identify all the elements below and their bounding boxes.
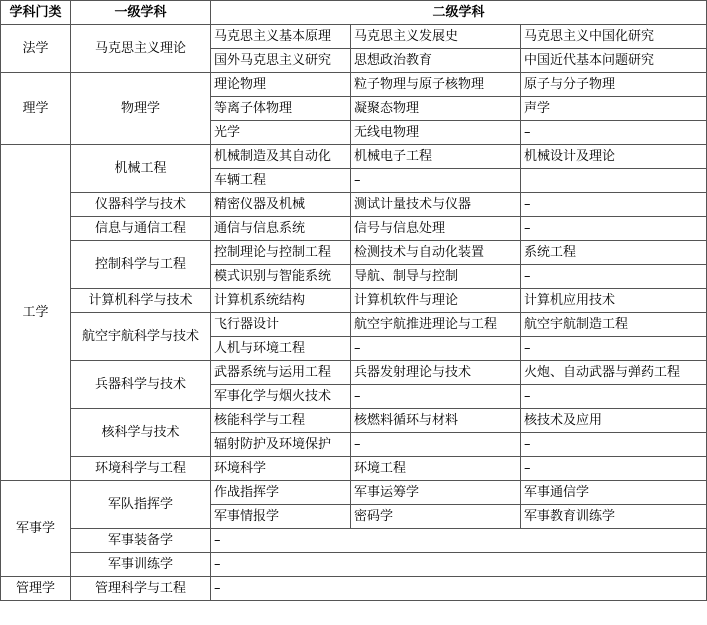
table-row xyxy=(1,457,707,481)
table-row xyxy=(1,529,707,553)
second-level-cell: 理论物理 xyxy=(211,73,351,97)
second-level-cell: 军事教育训练学 xyxy=(521,505,707,529)
second-level-cell: 中国近代基本问题研究 xyxy=(521,49,707,73)
first-level-cell: 计算机科学与技术 xyxy=(71,289,211,313)
table-row xyxy=(1,313,707,337)
second-level-cell: 人机与环境工程 xyxy=(211,337,351,361)
table-row xyxy=(1,289,707,313)
second-level-cell: 系统工程 xyxy=(521,241,707,265)
table-row xyxy=(1,409,707,433)
first-level-cell: 军事训练学 xyxy=(71,553,211,577)
second-level-cell: – xyxy=(521,217,707,241)
second-level-cell: – xyxy=(521,433,707,457)
first-level-cell: 兵器科学与技术 xyxy=(71,361,211,409)
table-row xyxy=(1,217,707,241)
second-level-cell: 军事情报学 xyxy=(211,505,351,529)
second-level-cell: 原子与分子物理 xyxy=(521,73,707,97)
second-level-cell: 军事运筹学 xyxy=(351,481,521,505)
table-row xyxy=(1,361,707,385)
second-level-cell: 航空宇航制造工程 xyxy=(521,313,707,337)
header-category: 学科门类 xyxy=(1,1,71,25)
second-level-cell: 马克思主义中国化研究 xyxy=(521,25,707,49)
table-body xyxy=(1,25,707,601)
table-row xyxy=(1,73,707,97)
second-level-cell: 信号与信息处理 xyxy=(351,217,521,241)
second-level-cell: 测试计量技术与仪器 xyxy=(351,193,521,217)
category-cell: 管理学 xyxy=(1,577,71,601)
table-row xyxy=(1,577,707,601)
header-row xyxy=(1,1,707,25)
second-level-cell: 计算机应用技术 xyxy=(521,289,707,313)
second-level-cell: 核技术及应用 xyxy=(521,409,707,433)
second-level-cell: – xyxy=(351,169,521,193)
second-level-cell: 火炮、自动武器与弹药工程 xyxy=(521,361,707,385)
second-level-cell: 精密仪器及机械 xyxy=(211,193,351,217)
second-level-cell: 通信与信息系统 xyxy=(211,217,351,241)
second-level-cell: 计算机软件与理论 xyxy=(351,289,521,313)
second-level-cell: 导航、制导与控制 xyxy=(351,265,521,289)
first-level-cell: 信息与通信工程 xyxy=(71,217,211,241)
first-level-cell: 核科学与技术 xyxy=(71,409,211,457)
category-cell: 理学 xyxy=(1,73,71,145)
second-level-cell: 等离子体物理 xyxy=(211,97,351,121)
second-level-cell: 机械设计及理论 xyxy=(521,145,707,169)
second-level-cell: 思想政治教育 xyxy=(351,49,521,73)
second-level-cell: 模式识别与智能系统 xyxy=(211,265,351,289)
header-first-level: 一级学科 xyxy=(71,1,211,25)
category-cell: 法学 xyxy=(1,25,71,73)
second-level-cell: 马克思主义发展史 xyxy=(351,25,521,49)
second-level-cell: – xyxy=(351,433,521,457)
second-level-cell: 光学 xyxy=(211,121,351,145)
second-level-cell: 飞行器设计 xyxy=(211,313,351,337)
second-level-cell: 车辆工程 xyxy=(211,169,351,193)
first-level-cell: 控制科学与工程 xyxy=(71,241,211,289)
second-level-cell: – xyxy=(521,193,707,217)
first-level-cell: 管理科学与工程 xyxy=(71,577,211,601)
first-level-cell: 军队指挥学 xyxy=(71,481,211,529)
category-cell: 军事学 xyxy=(1,481,71,577)
second-level-cell: – xyxy=(521,385,707,409)
first-level-cell: 物理学 xyxy=(71,73,211,145)
second-level-cell: 武器系统与运用工程 xyxy=(211,361,351,385)
first-level-cell: 仪器科学与技术 xyxy=(71,193,211,217)
second-level-cell: 检测技术与自动化装置 xyxy=(351,241,521,265)
second-level-cell: 凝聚态物理 xyxy=(351,97,521,121)
second-level-cell: 控制理论与控制工程 xyxy=(211,241,351,265)
second-level-cell: – xyxy=(211,553,707,577)
second-level-cell: 声学 xyxy=(521,97,707,121)
category-cell: 工学 xyxy=(1,145,71,481)
second-level-cell: 核燃料循环与材料 xyxy=(351,409,521,433)
first-level-cell: 军事装备学 xyxy=(71,529,211,553)
table-row xyxy=(1,241,707,265)
second-level-cell: – xyxy=(211,529,707,553)
first-level-cell: 航空宇航科学与技术 xyxy=(71,313,211,361)
second-level-cell: – xyxy=(521,337,707,361)
table-row xyxy=(1,25,707,49)
second-level-cell: 机械电子工程 xyxy=(351,145,521,169)
second-level-cell: 计算机系统结构 xyxy=(211,289,351,313)
second-level-cell: 军事化学与烟火技术 xyxy=(211,385,351,409)
second-level-cell: 辐射防护及环境保护 xyxy=(211,433,351,457)
second-level-cell: 核能科学与工程 xyxy=(211,409,351,433)
first-level-cell: 马克思主义理论 xyxy=(71,25,211,73)
second-level-cell: – xyxy=(351,337,521,361)
second-level-cell xyxy=(521,169,707,193)
table-row xyxy=(1,481,707,505)
second-level-cell: 机械制造及其自动化 xyxy=(211,145,351,169)
second-level-cell: – xyxy=(211,577,707,601)
second-level-cell: 国外马克思主义研究 xyxy=(211,49,351,73)
second-level-cell: 粒子物理与原子核物理 xyxy=(351,73,521,97)
second-level-cell: 环境科学 xyxy=(211,457,351,481)
second-level-cell: 航空宇航推进理论与工程 xyxy=(351,313,521,337)
second-level-cell: 马克思主义基本原理 xyxy=(211,25,351,49)
second-level-cell: – xyxy=(351,385,521,409)
second-level-cell: 兵器发射理论与技术 xyxy=(351,361,521,385)
second-level-cell: 军事通信学 xyxy=(521,481,707,505)
table-row xyxy=(1,145,707,169)
second-level-cell: – xyxy=(521,121,707,145)
table-row xyxy=(1,193,707,217)
second-level-cell: 无线电物理 xyxy=(351,121,521,145)
second-level-cell: 作战指挥学 xyxy=(211,481,351,505)
table-row xyxy=(1,553,707,577)
second-level-cell: – xyxy=(521,457,707,481)
header-second-level: 二级学科 xyxy=(211,1,707,25)
second-level-cell: 密码学 xyxy=(351,505,521,529)
first-level-cell: 环境科学与工程 xyxy=(71,457,211,481)
second-level-cell: – xyxy=(521,265,707,289)
first-level-cell: 机械工程 xyxy=(71,145,211,193)
second-level-cell: 环境工程 xyxy=(351,457,521,481)
